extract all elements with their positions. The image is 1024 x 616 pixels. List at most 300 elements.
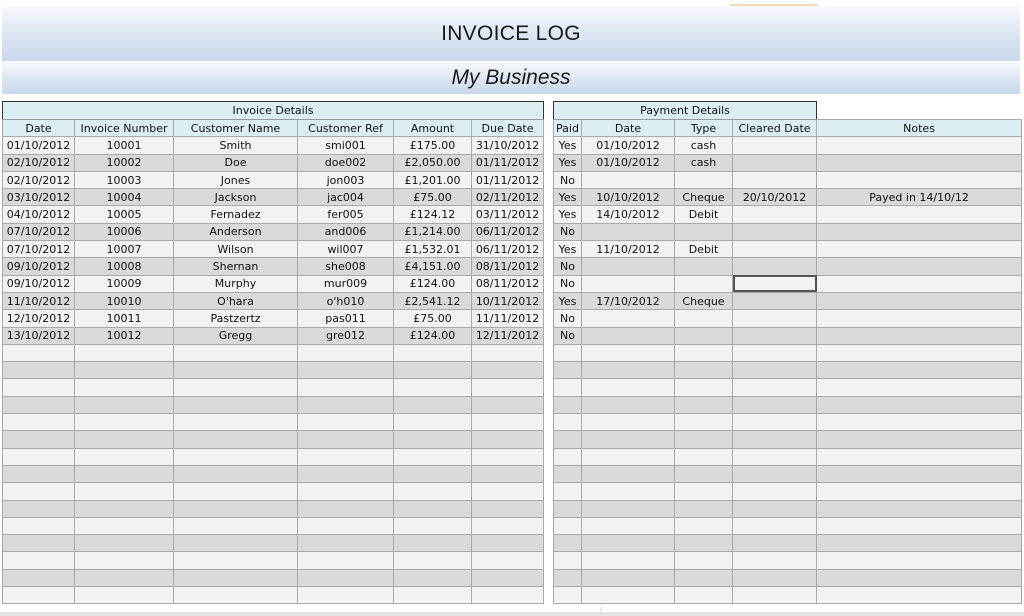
- table-cell[interactable]: 07/10/2012: [3, 241, 75, 258]
- table-cell[interactable]: [3, 396, 75, 413]
- table-cell[interactable]: [3, 414, 75, 431]
- table-cell[interactable]: jac004: [298, 189, 394, 206]
- table-cell[interactable]: 04/10/2012: [3, 206, 75, 223]
- table-cell[interactable]: 11/10/2012: [3, 292, 75, 309]
- table-cell[interactable]: Yes: [554, 206, 582, 223]
- table-cell[interactable]: [817, 154, 1022, 171]
- table-cell[interactable]: [554, 396, 582, 413]
- table-cell[interactable]: [733, 137, 817, 154]
- table-cell[interactable]: [817, 241, 1022, 258]
- table-cell[interactable]: 10005: [75, 206, 174, 223]
- table-cell[interactable]: [75, 517, 174, 534]
- table-cell[interactable]: [582, 535, 675, 552]
- table-cell[interactable]: [817, 258, 1022, 275]
- table-cell[interactable]: [817, 137, 1022, 154]
- table-cell[interactable]: [75, 362, 174, 379]
- table-cell[interactable]: [394, 448, 472, 465]
- table-cell[interactable]: 01/11/2012: [472, 154, 544, 171]
- table-cell[interactable]: [733, 448, 817, 465]
- table-cell[interactable]: Doe: [174, 154, 298, 171]
- table-cell[interactable]: pas011: [298, 310, 394, 327]
- table-cell[interactable]: mur009: [298, 275, 394, 292]
- table-cell[interactable]: 06/11/2012: [472, 223, 544, 240]
- table-cell[interactable]: [394, 465, 472, 482]
- table-cell[interactable]: [554, 569, 582, 586]
- table-cell[interactable]: [554, 552, 582, 569]
- table-cell[interactable]: [298, 517, 394, 534]
- table-cell[interactable]: [582, 483, 675, 500]
- table-cell[interactable]: [675, 535, 733, 552]
- table-cell[interactable]: [472, 414, 544, 431]
- table-cell[interactable]: [817, 310, 1022, 327]
- table-cell[interactable]: £75.00: [394, 189, 472, 206]
- table-cell[interactable]: £75.00: [394, 310, 472, 327]
- table-cell[interactable]: 10009: [75, 275, 174, 292]
- table-cell[interactable]: 03/11/2012: [472, 206, 544, 223]
- table-cell[interactable]: Yes: [554, 292, 582, 309]
- table-cell[interactable]: [174, 465, 298, 482]
- table-cell[interactable]: [3, 379, 75, 396]
- table-cell[interactable]: [3, 500, 75, 517]
- table-cell[interactable]: [174, 535, 298, 552]
- table-cell[interactable]: [675, 431, 733, 448]
- table-cell[interactable]: Debit: [675, 241, 733, 258]
- table-cell[interactable]: 31/10/2012: [472, 137, 544, 154]
- table-cell[interactable]: [174, 500, 298, 517]
- table-cell[interactable]: [3, 362, 75, 379]
- table-cell[interactable]: [472, 535, 544, 552]
- table-cell[interactable]: [75, 448, 174, 465]
- table-cell[interactable]: [733, 275, 817, 292]
- table-cell[interactable]: cash: [675, 154, 733, 171]
- table-cell[interactable]: [817, 483, 1022, 500]
- table-cell[interactable]: [675, 465, 733, 482]
- invoice-column-header[interactable]: Amount: [394, 120, 472, 137]
- table-cell[interactable]: [174, 414, 298, 431]
- table-cell[interactable]: [675, 396, 733, 413]
- table-cell[interactable]: 01/10/2012: [3, 137, 75, 154]
- table-cell[interactable]: [675, 414, 733, 431]
- table-cell[interactable]: [472, 483, 544, 500]
- payment-column-header[interactable]: Notes: [817, 120, 1022, 137]
- table-cell[interactable]: 08/11/2012: [472, 258, 544, 275]
- table-cell[interactable]: [298, 431, 394, 448]
- table-cell[interactable]: [582, 310, 675, 327]
- table-cell[interactable]: [472, 362, 544, 379]
- table-cell[interactable]: [394, 483, 472, 500]
- table-cell[interactable]: [472, 465, 544, 482]
- table-cell[interactable]: [3, 552, 75, 569]
- table-cell[interactable]: [733, 258, 817, 275]
- table-cell[interactable]: [582, 517, 675, 534]
- table-cell[interactable]: [75, 500, 174, 517]
- table-cell[interactable]: Pastzertz: [174, 310, 298, 327]
- table-cell[interactable]: fer005: [298, 206, 394, 223]
- table-cell[interactable]: [733, 517, 817, 534]
- table-cell[interactable]: [394, 431, 472, 448]
- table-cell[interactable]: £4,151.00: [394, 258, 472, 275]
- table-cell[interactable]: [817, 552, 1022, 569]
- table-cell[interactable]: Gregg: [174, 327, 298, 344]
- table-cell[interactable]: [394, 344, 472, 361]
- table-cell[interactable]: 17/10/2012: [582, 292, 675, 309]
- table-cell[interactable]: 02/10/2012: [3, 171, 75, 188]
- table-cell[interactable]: [675, 362, 733, 379]
- table-cell[interactable]: wil007: [298, 241, 394, 258]
- table-cell[interactable]: [75, 414, 174, 431]
- table-cell[interactable]: [174, 344, 298, 361]
- table-cell[interactable]: 10003: [75, 171, 174, 188]
- table-cell[interactable]: No: [554, 275, 582, 292]
- table-cell[interactable]: [298, 465, 394, 482]
- table-cell[interactable]: [733, 569, 817, 586]
- table-cell[interactable]: [174, 517, 298, 534]
- table-cell[interactable]: [3, 344, 75, 361]
- table-cell[interactable]: [733, 171, 817, 188]
- table-cell[interactable]: [298, 362, 394, 379]
- table-cell[interactable]: [394, 552, 472, 569]
- invoice-column-header[interactable]: Date: [3, 120, 75, 137]
- table-cell[interactable]: [817, 223, 1022, 240]
- table-cell[interactable]: [733, 310, 817, 327]
- table-cell[interactable]: [394, 535, 472, 552]
- table-cell[interactable]: [554, 379, 582, 396]
- table-cell[interactable]: [472, 500, 544, 517]
- table-cell[interactable]: [75, 344, 174, 361]
- table-cell[interactable]: [174, 431, 298, 448]
- table-cell[interactable]: [675, 379, 733, 396]
- table-cell[interactable]: No: [554, 258, 582, 275]
- table-cell[interactable]: [582, 569, 675, 586]
- table-cell[interactable]: [298, 587, 394, 604]
- table-cell[interactable]: [472, 431, 544, 448]
- table-cell[interactable]: [554, 483, 582, 500]
- table-cell[interactable]: [298, 396, 394, 413]
- table-cell[interactable]: [582, 327, 675, 344]
- table-cell[interactable]: cash: [675, 137, 733, 154]
- table-cell[interactable]: [298, 569, 394, 586]
- table-cell[interactable]: [733, 500, 817, 517]
- table-cell[interactable]: [675, 344, 733, 361]
- table-cell[interactable]: [817, 379, 1022, 396]
- table-cell[interactable]: [394, 517, 472, 534]
- table-cell[interactable]: [582, 258, 675, 275]
- table-cell[interactable]: [733, 241, 817, 258]
- table-cell[interactable]: 10/10/2012: [582, 189, 675, 206]
- table-cell[interactable]: Yes: [554, 241, 582, 258]
- table-cell[interactable]: [298, 448, 394, 465]
- table-cell[interactable]: £1,532.01: [394, 241, 472, 258]
- table-cell[interactable]: [472, 396, 544, 413]
- table-cell[interactable]: [554, 362, 582, 379]
- table-cell[interactable]: [298, 500, 394, 517]
- table-cell[interactable]: £124.00: [394, 275, 472, 292]
- table-cell[interactable]: Wilson: [174, 241, 298, 258]
- table-cell[interactable]: [733, 465, 817, 482]
- table-cell[interactable]: [298, 535, 394, 552]
- table-cell[interactable]: No: [554, 171, 582, 188]
- payment-column-header[interactable]: Date: [582, 120, 675, 137]
- table-cell[interactable]: [75, 396, 174, 413]
- table-cell[interactable]: Smith: [174, 137, 298, 154]
- table-cell[interactable]: [582, 587, 675, 604]
- table-cell[interactable]: [582, 171, 675, 188]
- table-cell[interactable]: 10012: [75, 327, 174, 344]
- table-cell[interactable]: [675, 587, 733, 604]
- table-cell[interactable]: [675, 448, 733, 465]
- table-cell[interactable]: [554, 344, 582, 361]
- table-cell[interactable]: [733, 396, 817, 413]
- table-cell[interactable]: [582, 552, 675, 569]
- table-cell[interactable]: Shernan: [174, 258, 298, 275]
- table-cell[interactable]: £1,201.00: [394, 171, 472, 188]
- table-cell[interactable]: [733, 223, 817, 240]
- table-cell[interactable]: [675, 258, 733, 275]
- table-cell[interactable]: [394, 379, 472, 396]
- table-cell[interactable]: [675, 500, 733, 517]
- table-cell[interactable]: [817, 275, 1022, 292]
- table-cell[interactable]: 14/10/2012: [582, 206, 675, 223]
- table-cell[interactable]: [582, 379, 675, 396]
- table-cell[interactable]: 01/10/2012: [582, 137, 675, 154]
- table-cell[interactable]: [75, 483, 174, 500]
- table-cell[interactable]: 02/11/2012: [472, 189, 544, 206]
- table-cell[interactable]: [472, 569, 544, 586]
- table-cell[interactable]: [582, 396, 675, 413]
- table-cell[interactable]: 10007: [75, 241, 174, 258]
- table-cell[interactable]: No: [554, 223, 582, 240]
- table-cell[interactable]: [174, 379, 298, 396]
- table-cell[interactable]: [675, 517, 733, 534]
- table-cell[interactable]: [733, 414, 817, 431]
- table-cell[interactable]: [554, 587, 582, 604]
- table-cell[interactable]: [554, 535, 582, 552]
- table-cell[interactable]: Debit: [675, 206, 733, 223]
- table-cell[interactable]: 11/10/2012: [582, 241, 675, 258]
- table-cell[interactable]: [394, 396, 472, 413]
- table-cell[interactable]: [817, 362, 1022, 379]
- table-cell[interactable]: Yes: [554, 189, 582, 206]
- table-cell[interactable]: [554, 465, 582, 482]
- table-cell[interactable]: [675, 275, 733, 292]
- table-cell[interactable]: Yes: [554, 154, 582, 171]
- table-cell[interactable]: £1,214.00: [394, 223, 472, 240]
- table-cell[interactable]: £2,541.12: [394, 292, 472, 309]
- table-cell[interactable]: [817, 206, 1022, 223]
- table-cell[interactable]: [675, 569, 733, 586]
- table-cell[interactable]: 03/10/2012: [3, 189, 75, 206]
- table-cell[interactable]: [733, 154, 817, 171]
- table-cell[interactable]: [554, 414, 582, 431]
- table-cell[interactable]: [298, 552, 394, 569]
- table-cell[interactable]: [472, 517, 544, 534]
- table-cell[interactable]: Payed in 14/10/12: [817, 189, 1022, 206]
- table-cell[interactable]: jon003: [298, 171, 394, 188]
- table-cell[interactable]: [733, 206, 817, 223]
- table-cell[interactable]: Jackson: [174, 189, 298, 206]
- table-cell[interactable]: [298, 483, 394, 500]
- table-cell[interactable]: [174, 362, 298, 379]
- table-cell[interactable]: £124.12: [394, 206, 472, 223]
- table-cell[interactable]: [298, 414, 394, 431]
- table-cell[interactable]: £175.00: [394, 137, 472, 154]
- table-cell[interactable]: 01/11/2012: [472, 171, 544, 188]
- table-cell[interactable]: [394, 500, 472, 517]
- table-cell[interactable]: [817, 171, 1022, 188]
- table-cell[interactable]: [3, 517, 75, 534]
- table-cell[interactable]: [3, 465, 75, 482]
- table-cell[interactable]: [554, 517, 582, 534]
- table-cell[interactable]: No: [554, 310, 582, 327]
- table-cell[interactable]: 12/11/2012: [472, 327, 544, 344]
- table-cell[interactable]: [817, 587, 1022, 604]
- table-cell[interactable]: [675, 327, 733, 344]
- table-cell[interactable]: No: [554, 327, 582, 344]
- table-cell[interactable]: 10002: [75, 154, 174, 171]
- table-cell[interactable]: £2,050.00: [394, 154, 472, 171]
- table-cell[interactable]: [472, 379, 544, 396]
- table-cell[interactable]: [582, 362, 675, 379]
- table-cell[interactable]: 10004: [75, 189, 174, 206]
- table-cell[interactable]: [3, 448, 75, 465]
- table-cell[interactable]: 09/10/2012: [3, 258, 75, 275]
- table-cell[interactable]: 10008: [75, 258, 174, 275]
- table-cell[interactable]: O'hara: [174, 292, 298, 309]
- table-cell[interactable]: [582, 500, 675, 517]
- table-cell[interactable]: [394, 414, 472, 431]
- table-cell[interactable]: [394, 569, 472, 586]
- table-cell[interactable]: 12/10/2012: [3, 310, 75, 327]
- table-cell[interactable]: [817, 500, 1022, 517]
- table-cell[interactable]: [3, 431, 75, 448]
- table-cell[interactable]: 07/10/2012: [3, 223, 75, 240]
- table-cell[interactable]: 10/11/2012: [472, 292, 544, 309]
- table-cell[interactable]: [394, 587, 472, 604]
- table-cell[interactable]: [733, 552, 817, 569]
- table-cell[interactable]: [298, 379, 394, 396]
- table-cell[interactable]: Cheque: [675, 189, 733, 206]
- table-cell[interactable]: [554, 500, 582, 517]
- table-cell[interactable]: [174, 587, 298, 604]
- table-cell[interactable]: 20/10/2012: [733, 189, 817, 206]
- table-cell[interactable]: [174, 448, 298, 465]
- table-cell[interactable]: [298, 344, 394, 361]
- table-cell[interactable]: 10010: [75, 292, 174, 309]
- table-cell[interactable]: Fernadez: [174, 206, 298, 223]
- table-cell[interactable]: [75, 431, 174, 448]
- table-cell[interactable]: 01/10/2012: [582, 154, 675, 171]
- table-cell[interactable]: [817, 414, 1022, 431]
- table-cell[interactable]: 02/10/2012: [3, 154, 75, 171]
- table-cell[interactable]: [472, 552, 544, 569]
- table-cell[interactable]: [75, 552, 174, 569]
- table-cell[interactable]: [582, 344, 675, 361]
- table-cell[interactable]: [675, 171, 733, 188]
- table-cell[interactable]: £124.00: [394, 327, 472, 344]
- payment-column-header[interactable]: Type: [675, 120, 733, 137]
- table-cell[interactable]: gre012: [298, 327, 394, 344]
- table-cell[interactable]: Cheque: [675, 292, 733, 309]
- table-cell[interactable]: Murphy: [174, 275, 298, 292]
- table-cell[interactable]: [817, 292, 1022, 309]
- table-cell[interactable]: [3, 483, 75, 500]
- invoice-column-header[interactable]: Customer Ref: [298, 120, 394, 137]
- table-cell[interactable]: [75, 465, 174, 482]
- table-cell[interactable]: [582, 414, 675, 431]
- table-cell[interactable]: [817, 431, 1022, 448]
- table-cell[interactable]: [394, 362, 472, 379]
- table-cell[interactable]: Anderson: [174, 223, 298, 240]
- table-cell[interactable]: [817, 569, 1022, 586]
- table-cell[interactable]: [582, 223, 675, 240]
- table-cell[interactable]: [733, 292, 817, 309]
- table-cell[interactable]: [174, 552, 298, 569]
- payment-column-header[interactable]: Cleared Date: [733, 120, 817, 137]
- table-cell[interactable]: [817, 327, 1022, 344]
- table-cell[interactable]: Jones: [174, 171, 298, 188]
- table-cell[interactable]: [75, 535, 174, 552]
- table-cell[interactable]: 06/11/2012: [472, 241, 544, 258]
- table-cell[interactable]: [675, 552, 733, 569]
- table-cell[interactable]: [733, 483, 817, 500]
- table-cell[interactable]: 11/11/2012: [472, 310, 544, 327]
- table-cell[interactable]: [75, 587, 174, 604]
- table-cell[interactable]: 10006: [75, 223, 174, 240]
- table-cell[interactable]: 10001: [75, 137, 174, 154]
- table-cell[interactable]: doe002: [298, 154, 394, 171]
- table-cell[interactable]: and006: [298, 223, 394, 240]
- table-cell[interactable]: [733, 327, 817, 344]
- table-cell[interactable]: [472, 587, 544, 604]
- table-cell[interactable]: [817, 344, 1022, 361]
- payment-column-header[interactable]: Paid: [554, 120, 582, 137]
- table-cell[interactable]: [75, 379, 174, 396]
- table-cell[interactable]: [733, 362, 817, 379]
- table-cell[interactable]: [75, 569, 174, 586]
- table-cell[interactable]: Yes: [554, 137, 582, 154]
- table-cell[interactable]: [472, 448, 544, 465]
- table-cell[interactable]: [817, 448, 1022, 465]
- table-cell[interactable]: 09/10/2012: [3, 275, 75, 292]
- table-cell[interactable]: smi001: [298, 137, 394, 154]
- table-cell[interactable]: [817, 517, 1022, 534]
- invoice-column-header[interactable]: Customer Name: [174, 120, 298, 137]
- table-cell[interactable]: [582, 448, 675, 465]
- table-cell[interactable]: [3, 587, 75, 604]
- table-cell[interactable]: she008: [298, 258, 394, 275]
- table-cell[interactable]: [733, 379, 817, 396]
- table-cell[interactable]: [817, 465, 1022, 482]
- invoice-column-header[interactable]: Due Date: [472, 120, 544, 137]
- table-cell[interactable]: [733, 587, 817, 604]
- table-cell[interactable]: [174, 396, 298, 413]
- table-cell[interactable]: [3, 535, 75, 552]
- table-cell[interactable]: [733, 535, 817, 552]
- table-cell[interactable]: [582, 465, 675, 482]
- table-cell[interactable]: [554, 431, 582, 448]
- table-cell[interactable]: 10011: [75, 310, 174, 327]
- table-cell[interactable]: [582, 275, 675, 292]
- invoice-column-header[interactable]: Invoice Number: [75, 120, 174, 137]
- table-cell[interactable]: [554, 448, 582, 465]
- table-cell[interactable]: [817, 396, 1022, 413]
- table-cell[interactable]: [582, 431, 675, 448]
- table-cell[interactable]: [3, 569, 75, 586]
- table-cell[interactable]: [675, 223, 733, 240]
- table-cell[interactable]: [675, 310, 733, 327]
- table-cell[interactable]: [174, 483, 298, 500]
- table-cell[interactable]: [472, 344, 544, 361]
